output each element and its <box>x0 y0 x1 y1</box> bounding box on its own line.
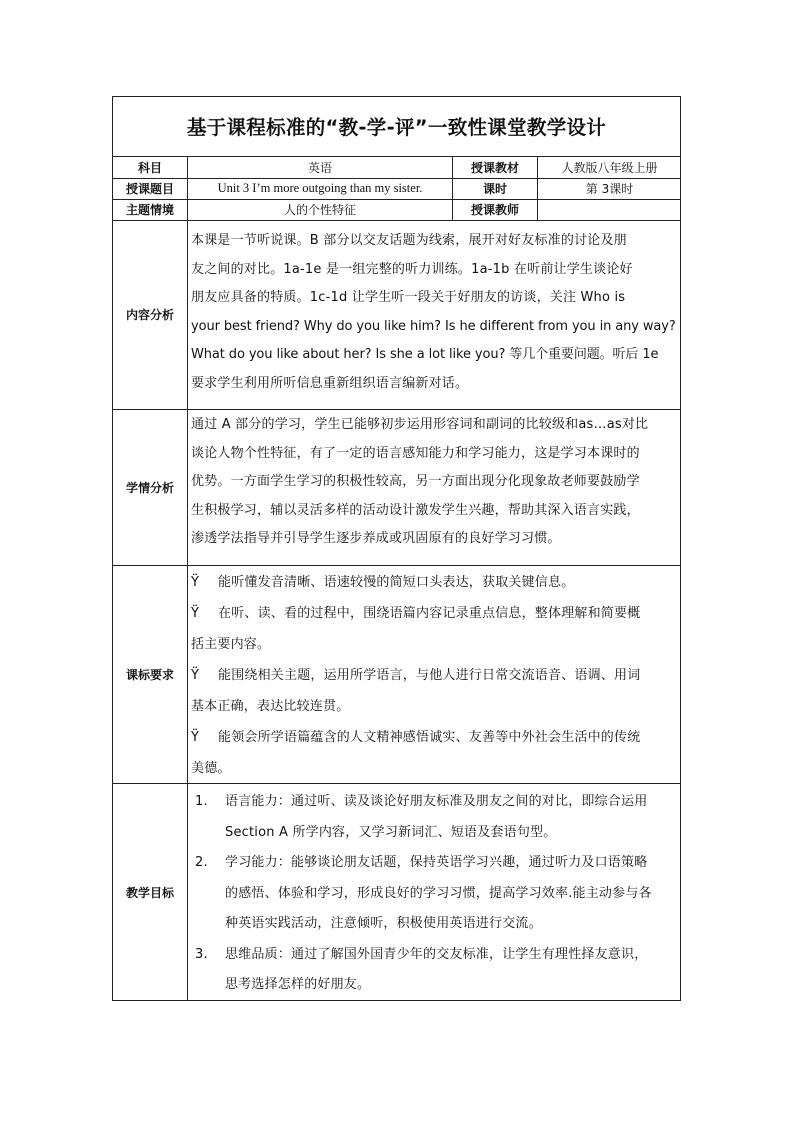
objective-item-cont: 的感悟、体验和学习，形成良好的学习习惯，提高学习效率.能主动参与各 <box>225 885 652 901</box>
objectives-label: 教学目标 <box>125 885 174 900</box>
objective-item: 思维品质：通过了解国外国青少年的交友标准，让学生有理性择友意识， <box>225 946 648 962</box>
textbook-value: 人教版八年级上册 <box>561 160 658 175</box>
student-analysis-text <box>191 411 677 554</box>
text-line: 本课是一节听说课。B 部分以交友话题为线索，展开对好友标准的讨论及朋 <box>191 233 627 248</box>
standards-text <box>191 567 677 784</box>
page-title: 基于课程标准的“教-学-评”一致性课堂教学设计 <box>186 116 607 139</box>
content-analysis-text <box>191 227 677 398</box>
standards-label: 课标要求 <box>125 667 174 682</box>
lesson-plan-table <box>112 96 681 1001</box>
text-line: 渗透学法指导并引导学生逐步养成或巩固原有的良好学习习惯。 <box>191 531 561 546</box>
subject-label: 科目 <box>137 160 162 175</box>
objective-item: 语言能力：通过听、读及谈论好朋友标准及朋友之间的对比，即综合运用 <box>225 794 648 809</box>
text-line: 生积极学习，辅以灵活多样的活动设计激发学生兴趣，帮助其深入语言实践， <box>191 502 640 518</box>
column-divider <box>187 156 188 1001</box>
text-line: What do you like about her? Is she a lot like you? 等几个重要问题。听后 1e <box>191 347 659 362</box>
standard-item: 在听、读、看的过程中，围绕语篇内容记录重点信息，整体理解和简要概 <box>218 606 641 621</box>
standard-item: 能领会所学语篇蕴含的人文精神感悟诚实、友善等中外社会生活中的传统 <box>218 730 641 745</box>
objective-number: 2. <box>195 855 208 870</box>
period-value: 第 3课时 <box>585 182 634 196</box>
period-label: 课时 <box>482 182 507 196</box>
objectives-text <box>195 787 675 1001</box>
row-divider <box>113 565 680 566</box>
text-line: 朋友应具备的特质。1c-1d 让学生听一段关于好朋友的访谈，关注 Who is <box>191 290 626 305</box>
textbook-label: 授课教材 <box>470 160 519 175</box>
standard-item-cont: 括主要内容。 <box>191 637 271 652</box>
bullet-icon: Ÿ <box>191 668 200 683</box>
teacher-label: 授课教师 <box>470 203 519 217</box>
row-divider <box>113 409 680 410</box>
row-divider <box>113 220 680 221</box>
standard-item-cont: 美德。 <box>191 761 231 776</box>
bullet-icon: Ÿ <box>191 575 200 590</box>
standard-item-cont: 基本正确，表达比较连贯。 <box>191 699 350 714</box>
bullet-icon: Ÿ <box>191 606 200 621</box>
standard-item: 能围绕相关主题，运用所学语言，与他人进行日常交流语音、语调、用词 <box>218 668 641 683</box>
text-line: 要求学生利用所听信息重新组织语言编新对话。 <box>191 375 469 391</box>
text-line: your best friend? Why do you like him? Is he different from you in any way? <box>191 318 676 334</box>
text-line: 通过 A 部分的学习，学生已能够初步运用形容词和副词的比较级和as…as对比 <box>191 417 649 432</box>
text-line: 优势。一方面学生学习的积极性较高，另一方面出现分化现象故老师要鼓励学 <box>191 474 640 489</box>
objective-item-cont: Section A 所学内容，又学习新词汇、短语及套语句型。 <box>225 824 557 840</box>
objective-item-cont: 思考选择怎样的好朋友。 <box>225 977 371 992</box>
objective-item-cont: 种英语实践活动，注意倾听，积极使用英语进行交流。 <box>225 916 542 931</box>
standard-item: 能听懂发音清晰、语速较慢的简短口头表达，获取关键信息。 <box>218 575 575 590</box>
subject-value: 英语 <box>307 160 332 175</box>
text-line: 谈论人物个性特征，有了一定的语言感知能力和学习能力，这是学习本课时的 <box>191 445 640 461</box>
objective-item: 学习能力：能够谈论朋友话题，保持英语学习兴趣，通过听力及口语策略 <box>225 855 648 870</box>
topic-label: 授课题目 <box>125 182 174 196</box>
teacher-value <box>538 199 681 220</box>
objective-number: 1. <box>195 794 208 809</box>
theme-label: 主题情境 <box>125 203 174 217</box>
objective-number: 3. <box>195 946 208 962</box>
content-analysis-label: 内容分析 <box>125 308 174 322</box>
theme-value: 人的个性特征 <box>283 203 356 217</box>
bullet-icon: Ÿ <box>191 730 200 745</box>
topic-value: Unit 3 I’m more outgoing than my sister. <box>217 181 423 195</box>
text-line: 友之间的对比。1a-1e 是一组完整的听力训练。1a-1b 在听前让学生谈论好 <box>191 261 633 277</box>
student-analysis-label: 学情分析 <box>125 480 174 495</box>
